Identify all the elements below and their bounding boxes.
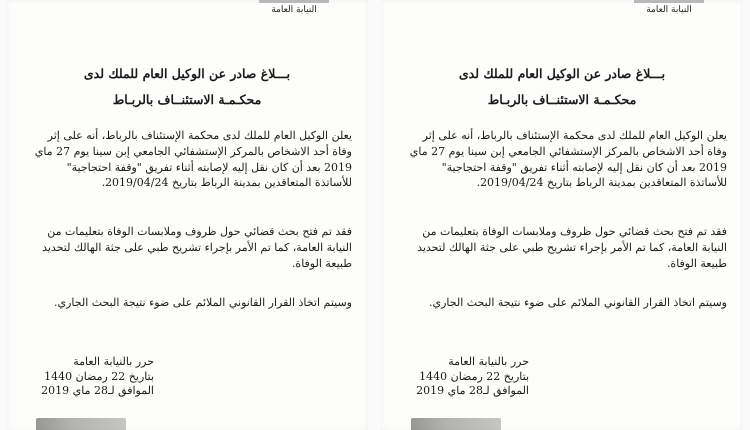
paragraph-announcement [395, 128, 727, 191]
text-line: فقد تم فتح بحث قضائي حول ظروف وملابسات الوفاة بتعليمات من [47, 225, 352, 238]
communique-title: بـــلاغ صادر عن الوكيل العام للملك لدى [458, 66, 666, 81]
text-line: للأساتذة المتعاقدين بمدينة الرباط بتاريخ 2019/04/24. [101, 176, 352, 190]
signature-line: الموافق لـ28 ماي 2019 [41, 384, 154, 397]
paragraph-decision [20, 295, 352, 311]
signature-line: حرر بالنيابة العامة [73, 355, 154, 368]
signature-block [34, 355, 154, 399]
court-title: محكـمـة الاستئنــاف بالربـاط [112, 92, 262, 107]
text-line: وسيتم اتخاذ القرار القانوني الملائم على ضوء نتيجة البحث الجاري. [428, 296, 727, 309]
signature-line: بتاريخ 22 رمضان 1440 [44, 369, 154, 383]
stamp-mark [411, 418, 501, 430]
text-line: وسيتم اتخاذ القرار القانوني الملائم على ضوء نتيجة البحث الجاري. [53, 296, 352, 309]
text-line: يعلن الوكيل العام للملك لدى محكمة الإستئناف بالرباط، أنه على إثر [47, 129, 352, 142]
text-line: وفاة أحد الاشخاص بالمركز الإستشفائي الجامعي إبن سينا يوم 27 ماي [34, 144, 352, 158]
text-line: النيابة العامة، كما تم الأمر بإجراء تشريح طبي على جثة الهالك لتحديد [417, 240, 727, 254]
signature-line: بتاريخ 22 رمضان 1440 [419, 369, 529, 383]
crest-mark [634, 0, 704, 3]
communique-title: بـــلاغ صادر عن الوكيل العام للملك لدى [83, 66, 291, 81]
text-line: 2019 بعد أن كان نقل إليه لإصابته أثناء تفريق "وقفة احتجاجية" [441, 160, 727, 174]
page-header [234, 0, 354, 15]
paragraph-investigation [395, 224, 727, 271]
paragraph-investigation [20, 224, 352, 271]
signature-line: الموافق لـ28 ماي 2019 [416, 384, 529, 397]
crest-mark [259, 0, 329, 3]
text-line: النيابة العامة، كما تم الأمر بإجراء تشريح طبي على جثة الهالك لتحديد [42, 240, 352, 254]
text-line: طبيعة الوفاة. [291, 256, 352, 270]
text-line: طبيعة الوفاة. [666, 256, 727, 270]
text-line: يعلن الوكيل العام للملك لدى محكمة الإستئناف بالرباط، أنه على إثر [422, 129, 727, 142]
document-page-left [6, 0, 368, 430]
header-label: النيابة العامة [271, 5, 317, 15]
paragraph-decision [395, 295, 727, 311]
header-label: النيابة العامة [646, 5, 692, 15]
stamp-mark [36, 418, 126, 430]
signature-block [409, 355, 529, 399]
page-header [609, 0, 729, 15]
paragraph-announcement [20, 128, 352, 191]
text-line: فقد تم فتح بحث قضائي حول ظروف وملابسات الوفاة بتعليمات من [422, 225, 727, 238]
document-page-right [381, 0, 743, 430]
text-line: للأساتذة المتعاقدين بمدينة الرباط بتاريخ 2019/04/24. [476, 176, 727, 190]
court-title: محكـمـة الاستئنــاف بالربـاط [487, 92, 637, 107]
text-line: 2019 بعد أن كان نقل إليه لإصابته أثناء تفريق "وقفة احتجاجية" [66, 160, 352, 174]
signature-line: حرر بالنيابة العامة [448, 355, 529, 368]
text-line: وفاة أحد الاشخاص بالمركز الإستشفائي الجامعي إبن سينا يوم 27 ماي [409, 144, 727, 158]
